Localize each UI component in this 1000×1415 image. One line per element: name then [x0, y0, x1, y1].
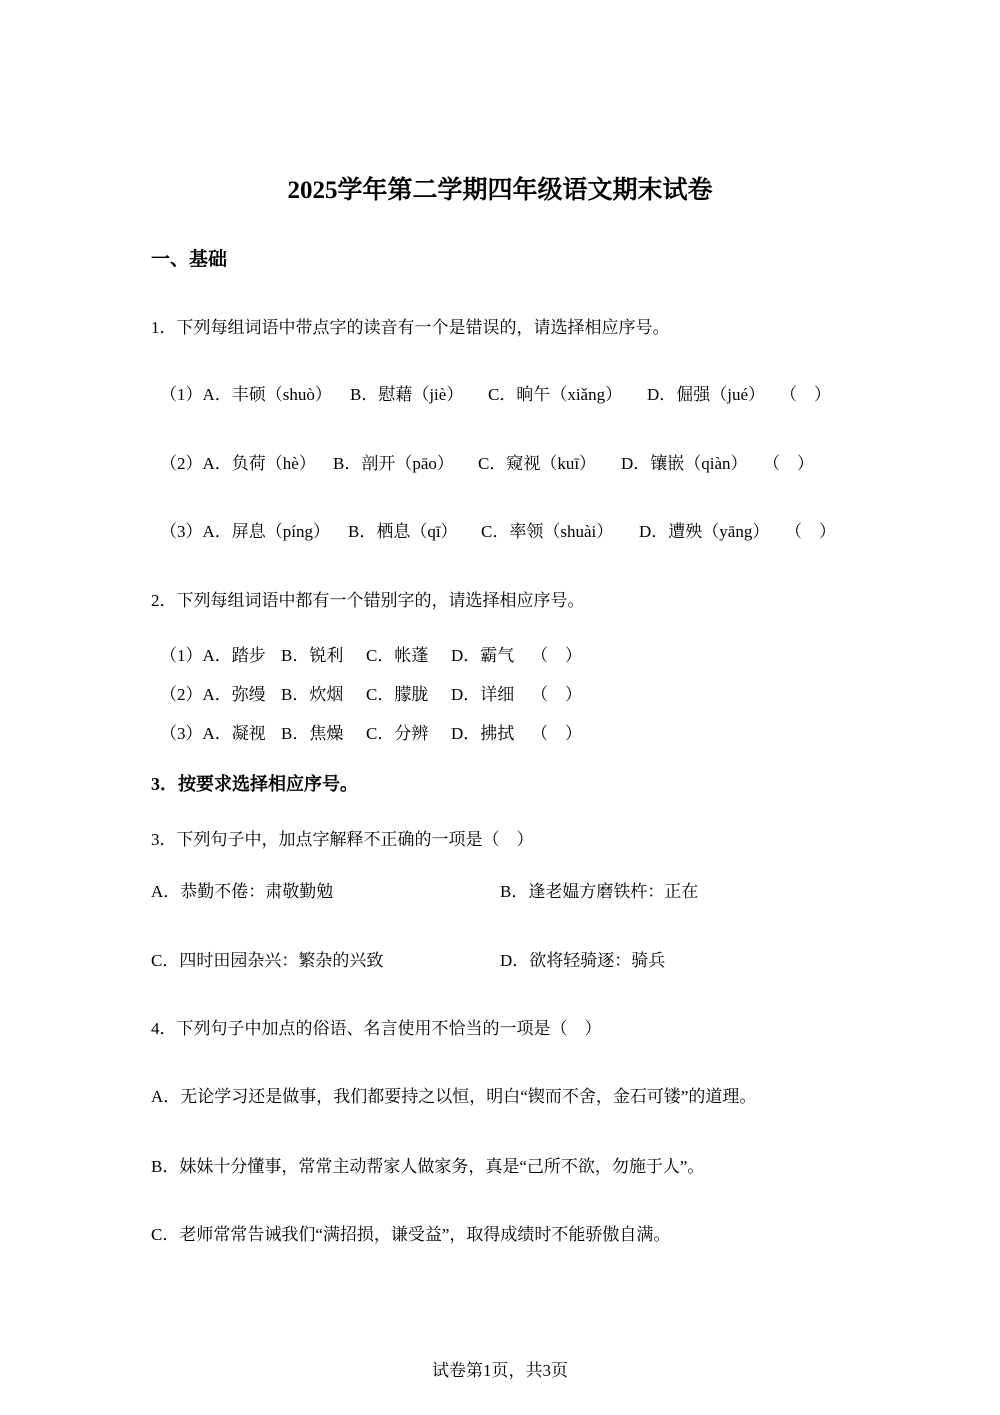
option-a: A．丰硕（shuò） — [202, 385, 332, 404]
row-number: （3） — [160, 522, 203, 541]
option-a: A．踏步 — [202, 646, 266, 665]
option-a: A．凝视 — [202, 724, 266, 743]
option-d: D．倔强（jué） — [647, 385, 766, 404]
option-a: A．屏息（píng） — [202, 522, 330, 541]
option-d: D．镶嵌（qiàn） — [621, 454, 748, 473]
answer-blank[interactable]: （ ） — [763, 454, 814, 473]
option-b: B．锐利 — [281, 646, 344, 665]
question-3-option-a: A．恭勤不倦：肃敬勤勉 — [151, 882, 334, 901]
question-2-row-2 — [160, 680, 582, 705]
option-c: C．率领（shuài） — [481, 522, 614, 541]
question-1-row-1 — [160, 380, 831, 405]
row-number: （2） — [160, 454, 203, 473]
option-d: D．遭殃（yāng） — [639, 522, 770, 541]
option-d: D．霸气 — [451, 646, 515, 665]
question-4-stem: 4．下列句子中加点的俗语、名言使用不恰当的一项是（ ） — [151, 1019, 602, 1038]
row-number: （3） — [160, 724, 203, 743]
question-1-stem: 1．下列每组词语中带点字的读音有一个是错误的，请选择相应序号。 — [151, 318, 670, 337]
row-number: （2） — [160, 685, 203, 704]
option-c: C．帐蓬 — [366, 646, 429, 665]
option-a: A．负荷（hè） — [202, 454, 316, 473]
question-3-heading: 3．按要求选择相应序号。 — [151, 774, 358, 794]
answer-blank[interactable]: （ ） — [531, 724, 582, 743]
option-a: A．弥缦 — [202, 685, 266, 704]
option-c: C．窥视（kuī） — [478, 454, 597, 473]
question-3-option-b: B．逢老媪方磨铁杵：正在 — [500, 882, 699, 901]
option-d: D．详细 — [451, 685, 515, 704]
option-b: B．慰藉（jiè） — [350, 385, 464, 404]
option-d: D．拂拭 — [451, 724, 515, 743]
option-b: B．剖开（pāo） — [333, 454, 454, 473]
page-footer: 试卷第1页，共3页 — [432, 1361, 568, 1380]
option-b: B．栖息（qī） — [348, 522, 458, 541]
row-number: （1） — [160, 385, 203, 404]
answer-blank[interactable]: （ ） — [780, 385, 831, 404]
question-1-row-2 — [160, 449, 814, 474]
option-c: C．朦胧 — [366, 685, 429, 704]
question-1-row-3 — [160, 517, 836, 542]
row-number: （1） — [160, 646, 203, 665]
question-2-row-1 — [160, 641, 582, 666]
option-b: B．焦燥 — [281, 724, 344, 743]
option-c: C．分辨 — [366, 724, 429, 743]
section-heading-basics: 一、基础 — [151, 249, 228, 270]
exam-title: 2025学年第二学期四年级语文期末试卷 — [287, 177, 713, 204]
answer-blank[interactable]: （ ） — [785, 522, 836, 541]
question-2-stem: 2．下列每组词语中都有一个错别字的，请选择相应序号。 — [151, 591, 585, 610]
question-4-option-a: A．无论学习还是做事，我们都要持之以恒，明白“锲而不舍，金石可镂”的道理。 — [151, 1087, 757, 1106]
question-3-stem: 3．下列句子中，加点字解释不正确的一项是（ ） — [151, 830, 534, 849]
answer-blank[interactable]: （ ） — [531, 685, 582, 704]
question-4-option-b: B．妹妹十分懂事，常常主动帮家人做家务，真是“己所不欲，勿施于人”。 — [151, 1157, 705, 1176]
question-2-row-3 — [160, 719, 582, 744]
question-3-option-c: C．四时田园杂兴：繁杂的兴致 — [151, 951, 384, 970]
answer-blank[interactable]: （ ） — [531, 646, 582, 665]
question-4-option-c: C．老师常常告诫我们“满招损，谦受益”，取得成绩时不能骄傲自满。 — [151, 1225, 671, 1244]
question-3-option-d: D．欲将轻骑逐：骑兵 — [500, 951, 666, 970]
option-b: B．炊烟 — [281, 685, 344, 704]
option-c: C．晌午（xiǎng） — [488, 385, 623, 404]
